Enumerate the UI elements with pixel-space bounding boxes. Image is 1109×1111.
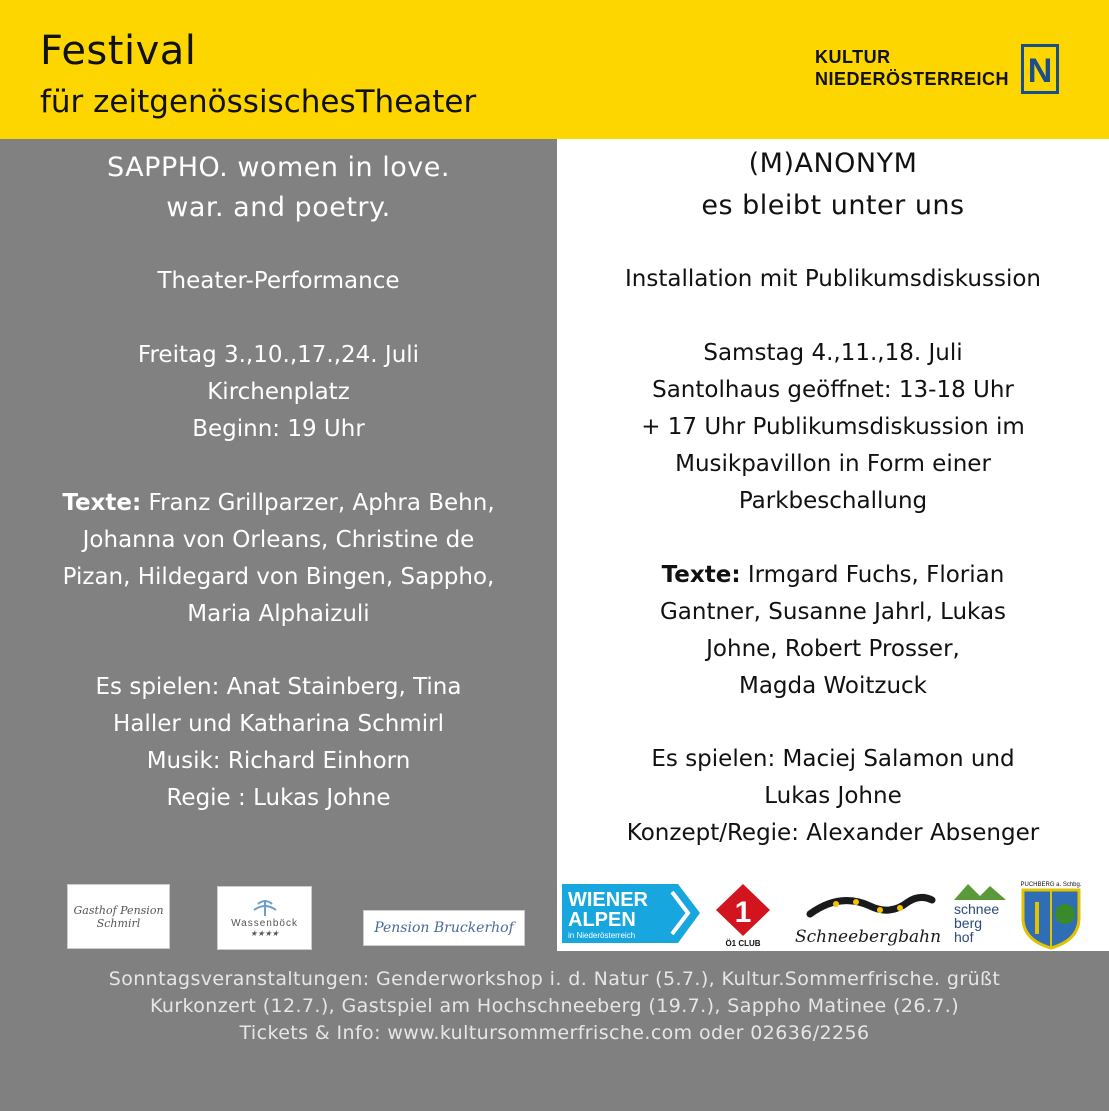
manonym-panel [557,139,1109,951]
oe1-mark: 1 [734,896,752,929]
logo-line2: NIEDERÖSTERREICH [815,69,1010,89]
texte-authors: Franz Grillparzer, Aphra Behn, [141,490,495,516]
bruckerhof-text: Pension Bruckerhof [374,920,514,936]
manonym-cast-2: Lukas Johne [764,783,902,809]
wiener-alpen-logo [560,882,703,945]
sappho-genre: Theater-Performance [157,268,400,294]
noe-logo-icon [1021,44,1059,94]
kultur-noe-logo-text [815,46,1009,90]
schneebergbahn-text: Schneebergbahn [794,927,942,947]
sappho-texte-1 [0,485,557,522]
schneeberghof-logo [950,880,1012,946]
sappho-dates: Freitag 3.,10.,17.,24. Juli [137,342,420,368]
manonym-texte-4: Magda Woitzuck [738,673,928,699]
gasthof-logo-text: Gasthof Pension Schmirl [73,903,164,930]
header-banner [0,0,1109,139]
manonym-concept: Konzept/Regie: Alexander Absenger [626,820,1040,846]
sappho-texte-2: Johanna von Orleans, Christine de [82,527,475,553]
schneebergbahn-logo [790,884,946,948]
logo-mark-letter: N [1027,52,1053,90]
manonym-line5: Parkbeschallung [738,488,928,514]
wiener-alpen-line3: in Niederösterreich [568,931,636,940]
wiener-alpen-line2: ALPEN [568,909,636,931]
sappho-panel [0,139,557,881]
sappho-start: Beginn: 19 Uhr [192,416,365,442]
footer-info [0,966,1109,1047]
gasthof-schmirl-logo [67,884,170,949]
festival-title: Festival [40,28,197,74]
manonym-line4: Musikpavillon in Form einer [675,451,991,477]
footer-line3: Tickets & Info: www.kultursommerfrische.com oder 02636/2256 [239,1022,870,1044]
sappho-title-1: SAPPHO. women in love. [107,152,450,183]
sappho-title-2: war. and poetry. [166,192,391,223]
oe1-text: Ö1 CLUB [725,939,761,948]
wiener-alpen-line1: WIENER [568,889,648,911]
fountain-icon [250,898,280,918]
texte-label: Texte: [661,562,741,588]
logo-line1: KULTUR [815,47,891,67]
wassenbock-text: Wassenböck [231,918,298,929]
sappho-texte-3: Pizan, Hildegard von Bingen, Sappho, [62,564,495,590]
manonym-texte-1 [557,557,1109,594]
sappho-texte-4: Maria Alphaizuli [187,601,370,627]
manonym-title-2: es bleibt unter uns [701,190,965,221]
footer-line1: Sonntagsveranstaltungen: Genderworkshop i. d. Natur (5.7.), Kultur.Sommerfrische. grüßt [108,968,1001,990]
sappho-direction: Regie : Lukas Johne [166,785,391,811]
puchberg-crest-icon [1017,878,1085,950]
texte-label: Texte: [62,490,142,516]
wassenbock-logo [217,886,312,950]
sappho-cast-1: Es spielen: Anat Stainberg, Tina [95,674,462,700]
manonym-texte-2: Gantner, Susanne Jahrl, Lukas [659,599,1007,625]
footer-line2: Kurkonzert (12.7.), Gastspiel am Hochschneeberg (19.7.), Sappho Matinee (26.7.) [149,995,960,1017]
schneeberghof-line1: schnee [954,901,1000,917]
sappho-music: Musik: Richard Einhorn [146,748,411,774]
bruckerhof-logo [363,910,525,946]
schneeberghof-line3: hof [954,929,974,945]
texte-authors: Irmgard Fuchs, Florian [740,562,1005,588]
manonym-line3: + 17 Uhr Publikumsdiskussion im [641,414,1025,440]
manonym-title-1: (M)ANONYM [748,148,918,179]
oe1-club-logo [710,882,776,948]
schneeberghof-line2: berg [954,915,983,931]
sappho-place: Kirchenplatz [207,379,350,405]
puchberg-text: PUCHBERG a. Schbg. [1020,882,1082,888]
manonym-texte-3: Johne, Robert Prosser, [706,636,960,662]
sappho-cast-2: Haller und Katharina Schmirl [113,711,444,737]
manonym-cast-1: Es spielen: Maciej Salamon und [651,746,1015,772]
manonym-line2: Santolhaus geöffnet: 13-18 Uhr [652,377,1014,403]
manonym-line1: Samstag 4.,11.,18. Juli [703,340,963,366]
manonym-genre: Installation mit Publikumsdiskussion [625,266,1041,292]
wassenbock-stars: ★★★★ [250,929,279,938]
festival-subtitle: für zeitgenössischesTheater [40,84,477,120]
